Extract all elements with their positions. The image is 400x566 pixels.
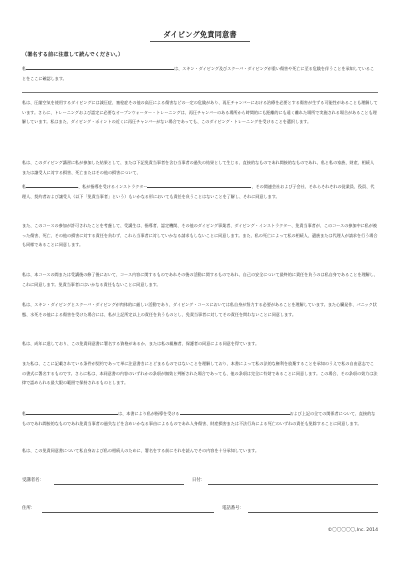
final-release-prefix: 私 bbox=[22, 411, 27, 416]
paragraph-self-responsibility: 私は、本コースの間または受講後の修了後において、コース内容に関するものであれその後の活動に関するものであれ、自己の安全について最終的に責任を負うのは私自身であることを理解し、これに同意します。免責当事者にはいかなる責任もないことに同意します。 bbox=[22, 272, 378, 287]
released-mid: 、私が指導を受けるインストラクター bbox=[78, 184, 148, 189]
paragraph-acknowledgement: 私は、この免責同意書について私自身および私の相続人のために、署名をする前にそれを読んでその内容を十分承知しています。 bbox=[22, 448, 260, 453]
reading-notice: （署名する前に注意して読んでください。） bbox=[22, 52, 124, 58]
participant-signature-label: 受講者名： bbox=[22, 478, 44, 483]
paragraph-released-parties bbox=[22, 182, 378, 201]
paragraph-liability: 私は、このダイビング講習に私が参加した結果として、または下記免責当事者を含む当事者の過失の結果として生じる、直接的なものであれ間接的なものであれ、私と私の家族、財産、相続人または譲受人に対する損害、死亡またはその他の損害について、 bbox=[22, 160, 375, 175]
participant-name-blank[interactable] bbox=[26, 69, 174, 70]
shop-name-blank[interactable] bbox=[26, 187, 78, 188]
final-release-mid: は、本書により私が指導を受ける bbox=[118, 411, 180, 416]
released-tail: 、その関連会社および子会社、それらそれぞれの従業員、役員、代理人、契約者および譲受人（以下「免責当事者」という）もいかなる形においても責任を負うことはないことを了解し、それに同意します。 bbox=[22, 184, 375, 199]
section-divider bbox=[22, 92, 378, 93]
released-prefix: 私 bbox=[22, 184, 27, 189]
intro-paragraph bbox=[22, 64, 378, 83]
paragraph-final-release bbox=[22, 409, 378, 428]
intro-prefix: 私 bbox=[22, 66, 27, 71]
final-release-tail: および上記の全ての関係者について、直接的なものであれ間接的なものであれ免責当事者の過失などを含めいかなる事由によるものであれ人身傷害、財産損害または不法行為による死亡のいずれの責任も免除することに同意します。 bbox=[22, 411, 376, 426]
paragraph-hyperbaric-risk: 私は、圧縮空気を使用するダイビングには減圧症、塞栓症その他の高圧による傷害などの一定の危険があり、再圧チャンバーにおける治療を必要とする傷害が生ずる可能性があることも理解しています。さらに、トレーニングおよび認定に必要なオープンウォーター・トレーニングは、再圧チャンバーのある場所から時間的にも距離的にも遠く離れた場所で実施される場合があることも理解しています。私はまた、ダイビング・ポイントの近くに再圧チャンバーがない場合であっても、このダイビング・トレーニングを受けることを選択します。 bbox=[22, 100, 378, 125]
phone-label: 電話番号： bbox=[222, 506, 244, 511]
date-line[interactable] bbox=[208, 484, 378, 485]
title-underline bbox=[150, 41, 250, 42]
phone-line[interactable] bbox=[248, 512, 378, 513]
instructor-name-blank[interactable] bbox=[147, 187, 251, 188]
paragraph-age-consent: 私は、成年に達しており、この免責同意書に署名する資格があるか、または私の親権者、保護者の同意による同意を得ています。 bbox=[22, 341, 260, 346]
final-participant-blank[interactable] bbox=[26, 414, 118, 415]
address-label: 住所： bbox=[22, 506, 36, 511]
final-instructor-blank[interactable] bbox=[180, 414, 290, 415]
paragraph-physical-demand: 私は、スキン・ダイビングとスクーバ・ダイビングが肉体的に厳しい活動であり、ダイビング・コースにおいては私自身が努力する必要があることを理解しています。また心臓発作、パニック状態、水死その他による傷害を受けた場合には、私が上記所定以上の責任を負うものとし、免責当事者に対してその責任を問わないことに同意します。 bbox=[22, 302, 377, 317]
paragraph-course-participation: また、このコースの参加が許可されたことを考慮して、受講生は、指導者、認定機関、その他のダイビング事業者、ダイビング・インストラクター、免責当事者が、このコースの参加中に私が被った傷害、死亡、その他の損害に対する責任を負わず、これら当事者に対していかなる請求もしないことに同意します。また、私の死亡によって私の相続人、遺族または代理人が請求を行う場合も同様であることに同意します。 bbox=[22, 223, 378, 248]
participant-signature-line[interactable] bbox=[54, 484, 184, 485]
date-label: 日付： bbox=[192, 478, 206, 483]
address-line[interactable] bbox=[42, 512, 214, 513]
copyright-footer: ©〇〇〇〇〇,Inc. 2014 bbox=[327, 528, 378, 533]
document-title: ダイビング免責同意書 bbox=[163, 30, 237, 39]
intro-text: は、スキン・ダイビング及びスクーバ・ダイビングが重い傷害や死亡に至る危険を伴うことを承知していることをここに確認します。 bbox=[22, 66, 375, 81]
paragraph-contract-terms: また私は、ここに記載されている条件が契約であって単に注意書きにとどまるものではないことを理解しており、本書によって私の法的な権利を放棄することを承知のうえで私の自由意志でこの書式に署名するものです。さらに私は、本同意書の内容のいずれかの条項が無効と判断された場合であっても、他の条項は完全に有効であることに同意します。この場合、その条項の効力は法律で認められる最大限の範囲で保持されるものとします。 bbox=[22, 361, 378, 386]
